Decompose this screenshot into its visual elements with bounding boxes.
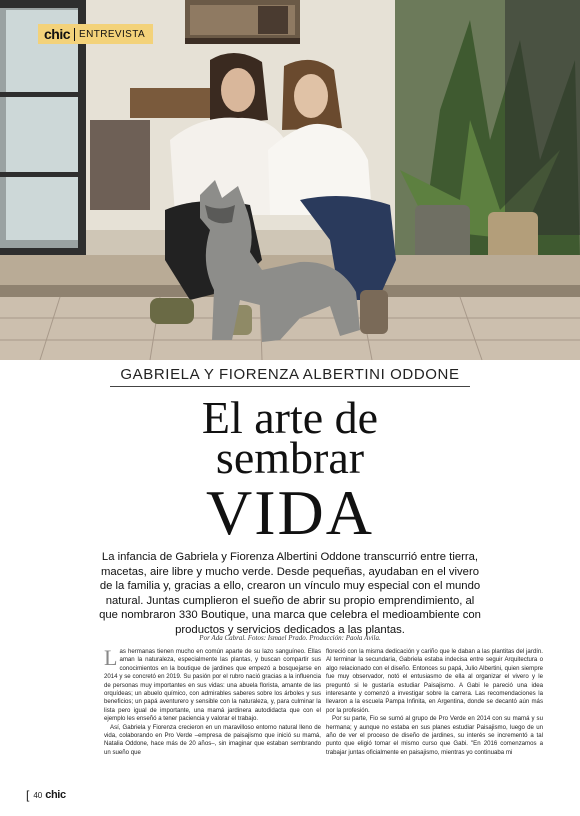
tag-divider bbox=[74, 28, 75, 41]
page-footer bbox=[26, 788, 66, 802]
drop-cap: L bbox=[104, 645, 118, 670]
body-text: as hermanas tienen mucho en común aparte de su lazo sanguíneo. Ellas aman la naturaleza, especialmente las plantas, y buscan compartir sus conocimientos en la boutique de jardines que empezó a bosquejarse en 2014 y se concretó en 2019. Su pasión por el rubro nació gracias a la influencia de personas muy importantes en sus vidas: una abuela florista, amante de las orquídeas; un abuelo químico, con admirables saberes sobre los árboles y sus beneficios; un papá aventurero y sensible con la naturaleza, y, para culminar la lista pero igual de importante, una mamá jardinera autodidacta que con el ejemplo les enseñó a tener paciencia y valorar el trabajo. bbox=[104, 648, 321, 723]
article-lead: La infancia de Gabriela y Fiorenza Albertini Oddone transcurrió entre tierra, macetas, aire libre y mucho verde. Desde pequeñas, ayudaban en el vivero de la familia y, gracias a ello, crearon un vínculo muy especial con el mundo natural. Juntas cumplieron el sueño de abrir su propio emprendimiento, al que nombraron 330 Boutique, una marca que celebra el medioambiente con productos y servicios dedicados a las plantas. bbox=[99, 551, 481, 636]
body-paragraph: floreció con la misma dedicación y cariño que le daban a las plantitas del jardín. Al terminar la secundaria, Gabriela estaba indecisa entre seguir Arquitectura o algo relacionado con el diseño. Entonces su papá, Julio Albertini, quien siempre fue muy observador, notó el entusiasmo de ella al organizar el vivero y le preguntó si le gustaría estudiar Paisajismo. A Gabi le pareció una idea interesante y comenzó a investigar sobre la carrera. Las recomendaciones la llevaron a la escuela Pampa Infinita, en Argentina, donde se decantó aún más por la profesión. bbox=[326, 648, 543, 714]
footer-bracket: [ bbox=[26, 788, 30, 802]
footer-logo: chic bbox=[45, 789, 66, 801]
kicker-rule bbox=[110, 386, 470, 387]
section-tag bbox=[38, 24, 153, 44]
article-kicker: GABRIELA Y FIORENZA ALBERTINI ODDONE bbox=[120, 366, 460, 383]
cover-photo bbox=[0, 0, 580, 360]
section-label: ENTREVISTA bbox=[79, 28, 146, 40]
body-paragraph: Por su parte, Fio se sumó al grupo de Pro Verde en 2014 con su mamá y su hermana; y aunque no estaba en sus planes estudiar Paisajismo, luego de un año de ver el proceso de diseño de jardines, su interés se incrementó a tal punto que eligió tomar el mismo curso que Gabi. "En 2016 comenzamos a trabajar juntas oficialmente en paisajismo, mientras yo continuaba mi bbox=[326, 715, 543, 756]
body-column-2 bbox=[326, 648, 543, 757]
article-credits: Por Ada Cabral. Fotos: Ismael Prado. Producción: Paola Ávila. bbox=[199, 634, 381, 642]
body-paragraph: Así, Gabriela y Fiorenza crecieron en un maravilloso entorno natural lleno de vida, colaborando en Pro Verde –empresa de paisajismo que inició su mamá, Natalia Oddone, hace más de 20 años–, sin imaginar que estaban sembrando un sueño que bbox=[104, 723, 321, 756]
cover-photo-illustration bbox=[0, 0, 580, 360]
title-line-3: VIDA bbox=[206, 477, 374, 548]
title-line-2: sembrar bbox=[215, 432, 365, 483]
body-paragraph bbox=[104, 645, 321, 724]
body-column-1 bbox=[104, 645, 321, 757]
page-number: 40 bbox=[33, 790, 43, 800]
magazine-logo: chic bbox=[44, 26, 71, 42]
title-line-1: El arte de bbox=[201, 392, 379, 443]
